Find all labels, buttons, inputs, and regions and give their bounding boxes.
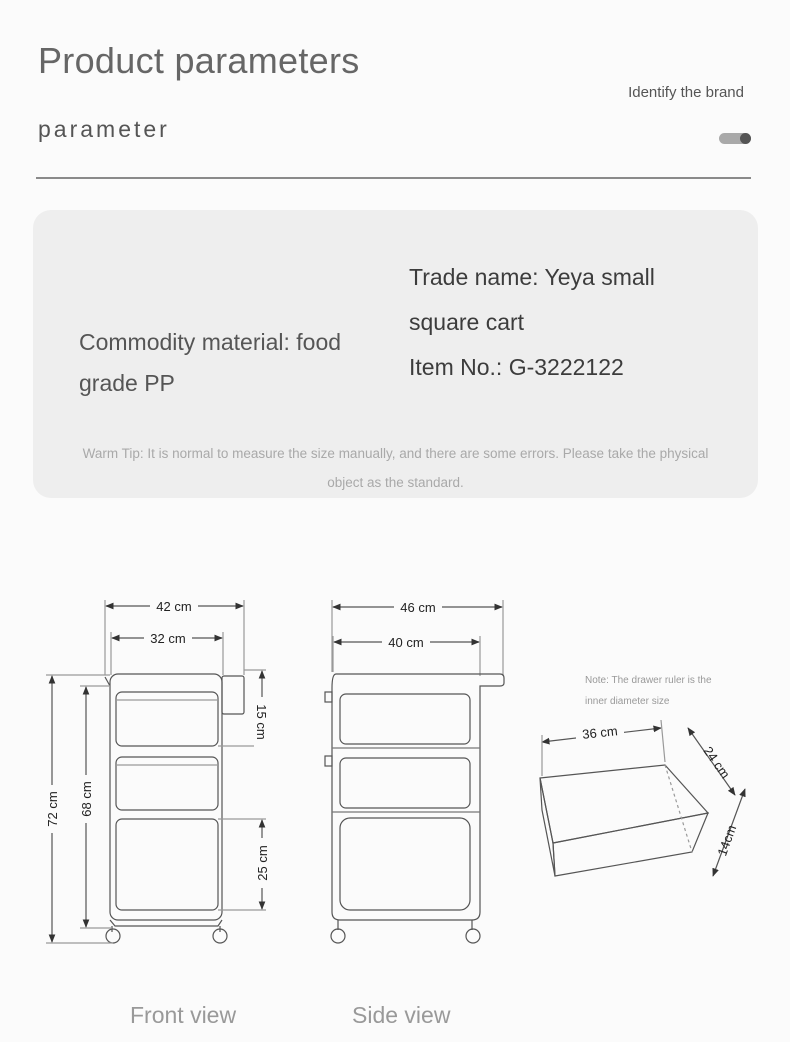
commodity-material: Commodity material: food grade PP (79, 329, 342, 396)
drawer-small-label: 15 cm (254, 704, 269, 740)
page-title: Product parameters (38, 40, 360, 81)
width-inner-label: 32 cm (150, 631, 186, 646)
side-view-label: Side view (352, 1002, 451, 1028)
width-outer-label: 42 cm (156, 599, 192, 614)
height-total-label: 72 cm (45, 791, 60, 827)
identify-brand-link[interactable]: Identify the brand (628, 84, 744, 101)
front-view-label: Front view (130, 1002, 237, 1028)
trade-name: Trade name: Yeya small square cart (409, 264, 655, 335)
drawer-labels (576, 723, 739, 858)
warm-tip: Warm Tip: It is normal to measure the size manually, and there are some errors. Please take the physical object as the standard. (82, 446, 709, 490)
drawer-depth-label: 24 cm (700, 743, 733, 782)
drawer-note: Note: The drawer ruler is the inner diameter size (585, 675, 712, 707)
height-body-label: 68 cm (79, 781, 94, 817)
item-number: Item No.: G-3222122 (409, 354, 624, 380)
section-subtitle: parameter (38, 116, 170, 142)
front-view-drawing (46, 600, 266, 943)
side-view-drawing (325, 600, 504, 943)
drawer-height-label: 14cm (714, 822, 740, 858)
drawer-width-label: 36 cm (581, 723, 619, 742)
depth-outer-label: 46 cm (400, 600, 436, 615)
front-view-labels (44, 598, 270, 888)
drawer-large-label: 25 cm (255, 845, 270, 881)
depth-inner-label: 40 cm (388, 635, 424, 650)
